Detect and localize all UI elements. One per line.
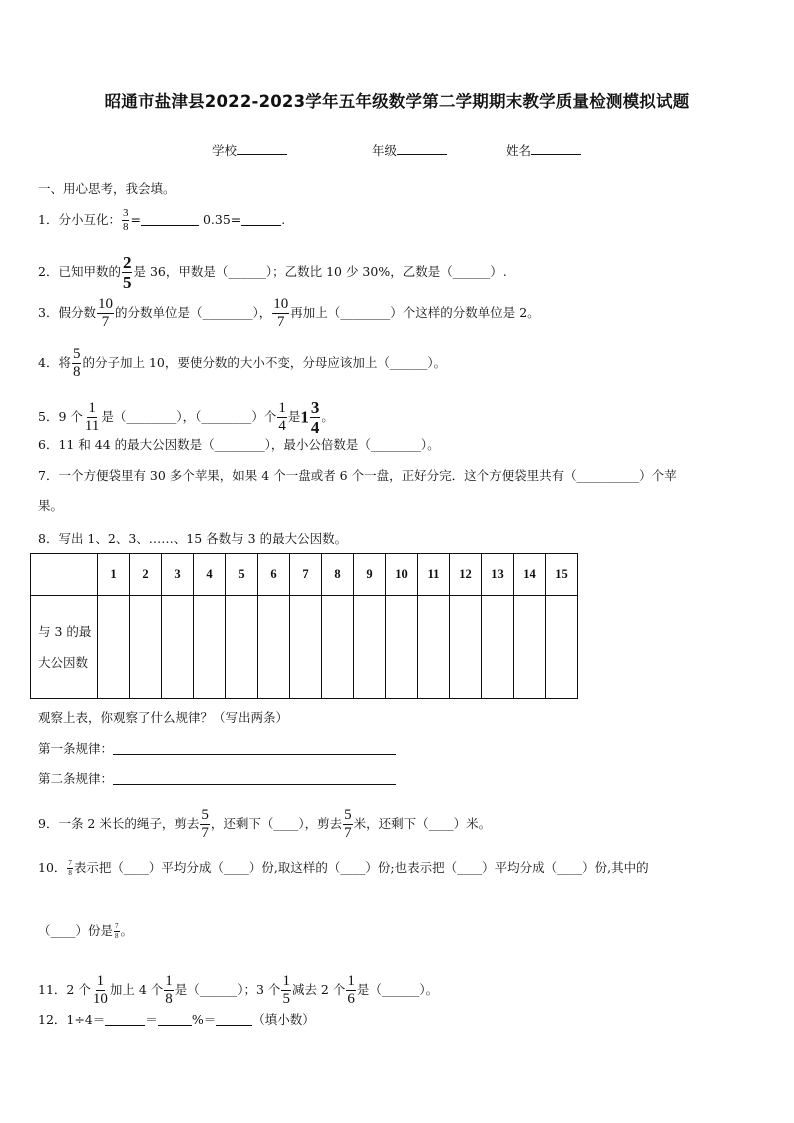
question-number: 12． bbox=[38, 1012, 67, 1027]
question-12 bbox=[38, 1012, 315, 1028]
question-text: （____）份是 bbox=[38, 923, 114, 938]
numerator: 7 bbox=[115, 922, 119, 930]
denominator: 8 bbox=[122, 221, 129, 233]
name-label: 姓名 bbox=[506, 143, 532, 158]
numerator: 1 bbox=[282, 973, 290, 989]
fraction bbox=[272, 297, 289, 330]
question-7-line-2: 果。 bbox=[38, 498, 64, 513]
denominator: 8 bbox=[115, 932, 119, 940]
question-number: 5． bbox=[38, 409, 59, 424]
question-4 bbox=[38, 347, 446, 380]
denominator: 6 bbox=[347, 991, 355, 1007]
answer-cell[interactable] bbox=[322, 596, 354, 699]
question-text: 再加上（________）个这样的分数单位是 2。 bbox=[290, 305, 540, 320]
table-header-cell: 12 bbox=[450, 554, 482, 596]
question-text: 是（________），（________）个 bbox=[101, 409, 277, 424]
table-header-cell: 9 bbox=[354, 554, 386, 596]
denominator: 8 bbox=[72, 364, 81, 380]
numerator: 1 bbox=[96, 973, 105, 989]
fraction bbox=[122, 254, 133, 291]
question-text: 是 bbox=[287, 409, 301, 424]
question-text: 是（______）。 bbox=[356, 982, 439, 997]
question-number: 9． bbox=[38, 816, 59, 831]
answer-blank[interactable] bbox=[216, 1013, 252, 1026]
answer-cell[interactable] bbox=[130, 596, 162, 699]
answer-cell[interactable] bbox=[226, 596, 258, 699]
gcd-table bbox=[30, 553, 578, 699]
rule-2 bbox=[38, 771, 396, 787]
numerator: 1 bbox=[165, 973, 173, 989]
question-9 bbox=[38, 808, 491, 841]
answer-blank[interactable] bbox=[105, 1013, 145, 1026]
table-header-cell: 2 bbox=[130, 554, 162, 596]
grade-field bbox=[372, 141, 447, 159]
numerator: 1 bbox=[88, 400, 96, 416]
fraction bbox=[281, 974, 291, 1007]
question-6 bbox=[38, 437, 440, 453]
table-corner-cell bbox=[31, 554, 98, 596]
question-number: 4． bbox=[38, 355, 59, 370]
fraction bbox=[164, 974, 174, 1007]
question-text: 9 个 bbox=[58, 409, 83, 424]
fraction bbox=[122, 208, 130, 233]
fraction bbox=[310, 399, 321, 436]
numerator: 10 bbox=[273, 296, 289, 312]
question-text: 1÷4＝ bbox=[66, 1012, 106, 1027]
question-text: 米，还剩下（____）米。 bbox=[353, 816, 492, 831]
question-text: （填小数） bbox=[252, 1012, 315, 1027]
denominator: 5 bbox=[282, 991, 290, 1007]
question-2 bbox=[38, 254, 507, 291]
answer-cell[interactable] bbox=[546, 596, 578, 699]
rule-1-label: 第一条规律： bbox=[38, 741, 114, 756]
question-8: 8．写出 1、2、3、……、15 各数与 3 的最大公因数。 bbox=[38, 531, 348, 546]
question-text: 0.35= bbox=[202, 212, 242, 227]
answer-cell[interactable] bbox=[482, 596, 514, 699]
table-header-cell: 11 bbox=[418, 554, 450, 596]
question-7-line-1: 7．一个方便袋里有 30 多个苹果，如果 4 个一盘或者 6 个一盘，正好分完．这个方便袋里共有（__________）个苹 bbox=[38, 468, 677, 483]
denominator: 8 bbox=[68, 869, 72, 877]
table-header-cell: 10 bbox=[386, 554, 418, 596]
answer-cell[interactable] bbox=[354, 596, 386, 699]
fraction bbox=[84, 401, 100, 434]
question-1 bbox=[38, 208, 285, 233]
numerator: 5 bbox=[344, 807, 352, 823]
answer-cell[interactable] bbox=[162, 596, 194, 699]
answer-cell[interactable] bbox=[386, 596, 418, 699]
table-header-cell: 14 bbox=[514, 554, 546, 596]
rule-1 bbox=[38, 741, 396, 757]
answer-cell[interactable] bbox=[290, 596, 322, 699]
table-header-cell: 5 bbox=[226, 554, 258, 596]
question-number: 6． bbox=[38, 437, 59, 452]
answer-blank[interactable] bbox=[141, 213, 199, 226]
question-text: 将 bbox=[58, 355, 71, 370]
question-text: 的分数单位是（________）， bbox=[114, 305, 272, 320]
section-title: 一、用心思考，我会填。 bbox=[38, 181, 176, 196]
question-text: 一条 2 米长的绳子，剪去 bbox=[58, 816, 200, 831]
denominator: 7 bbox=[276, 314, 285, 330]
question-text: 。 bbox=[321, 409, 334, 424]
denominator: 10 bbox=[92, 991, 108, 1007]
table-header-cell: 1 bbox=[98, 554, 130, 596]
name-blank[interactable] bbox=[531, 143, 581, 155]
mixed-number-whole: 1 bbox=[300, 407, 309, 427]
denominator: 8 bbox=[165, 991, 173, 1007]
fraction bbox=[97, 297, 114, 330]
numerator: 1 bbox=[278, 400, 286, 416]
question-number: 10． bbox=[38, 860, 67, 875]
school-label: 学校 bbox=[212, 143, 238, 158]
table-header-row bbox=[31, 554, 578, 596]
question-text: 已知甲数的 bbox=[58, 264, 121, 279]
table-row-label: 与 3 的最大公因数 bbox=[31, 596, 98, 699]
numerator: 3 bbox=[122, 207, 129, 219]
question-number: 2． bbox=[38, 264, 59, 279]
question-5 bbox=[38, 399, 334, 436]
answer-blank[interactable] bbox=[158, 1013, 192, 1026]
school-field bbox=[212, 141, 287, 159]
fraction bbox=[67, 860, 73, 877]
question-text: 假分数 bbox=[58, 305, 96, 320]
question-text: 分小互化： bbox=[58, 212, 121, 227]
denominator: 11 bbox=[84, 418, 100, 434]
table-header-cell: 3 bbox=[162, 554, 194, 596]
grade-blank[interactable] bbox=[397, 143, 447, 155]
table-header-cell: 6 bbox=[258, 554, 290, 596]
question-number: 1． bbox=[38, 212, 59, 227]
denominator: 4 bbox=[310, 418, 320, 437]
question-text: 的分子加上 10，要使分数的大小不变，分母应该加上（______）。 bbox=[82, 355, 447, 370]
school-blank[interactable] bbox=[237, 143, 287, 155]
question-text: %＝ bbox=[191, 1012, 217, 1027]
fraction bbox=[72, 347, 82, 380]
denominator: 4 bbox=[278, 418, 286, 434]
question-text: 是（______）；3 个 bbox=[174, 982, 281, 997]
question-text: . bbox=[281, 212, 286, 227]
table-header-cell: 8 bbox=[322, 554, 354, 596]
answer-cell[interactable] bbox=[194, 596, 226, 699]
denominator: 7 bbox=[201, 825, 209, 841]
fraction bbox=[114, 923, 120, 940]
question-text: 减去 2 个 bbox=[291, 982, 346, 997]
answer-cell[interactable] bbox=[98, 596, 130, 699]
name-field bbox=[506, 141, 581, 159]
rule-2-label: 第二条规律： bbox=[38, 771, 114, 786]
grade-label: 年级 bbox=[372, 143, 398, 158]
numerator: 10 bbox=[97, 296, 113, 312]
rule-2-blank[interactable] bbox=[113, 772, 396, 785]
question-text: 2 个 bbox=[66, 982, 91, 997]
fraction bbox=[343, 808, 353, 841]
question-text: 。 bbox=[120, 923, 134, 938]
answer-blank[interactable] bbox=[241, 213, 281, 226]
rule-1-blank[interactable] bbox=[113, 742, 396, 755]
fraction bbox=[92, 974, 109, 1007]
question-text: 是 36，甲数是（______）；乙数比 10 少 30%，乙数是（______）. bbox=[133, 264, 507, 279]
table-header-cell: 4 bbox=[194, 554, 226, 596]
denominator: 7 bbox=[101, 314, 110, 330]
question-number: 3． bbox=[38, 305, 59, 320]
question-11 bbox=[38, 974, 438, 1007]
fraction bbox=[346, 974, 356, 1007]
question-text: 11 和 44 的最大公因数是（________），最小公倍数是（________）。 bbox=[58, 437, 440, 452]
table-answer-row bbox=[31, 596, 578, 699]
table-header-cell: 7 bbox=[290, 554, 322, 596]
denominator: 7 bbox=[344, 825, 352, 841]
question-text: ，还剩下（____），剪去 bbox=[210, 816, 343, 831]
answer-cell[interactable] bbox=[514, 596, 546, 699]
table-header-cell: 13 bbox=[482, 554, 514, 596]
numerator: 2 bbox=[122, 253, 132, 272]
answer-cell[interactable] bbox=[450, 596, 482, 699]
numerator: 5 bbox=[201, 807, 209, 823]
numerator: 1 bbox=[347, 973, 355, 989]
numerator: 3 bbox=[310, 398, 320, 417]
question-10 bbox=[38, 860, 649, 877]
observe-prompt: 观察上表，你观察了什么规律？（写出两条） bbox=[38, 710, 289, 725]
numerator: 7 bbox=[68, 859, 72, 867]
page-title: 昭通市盐津县2022-2023学年五年级数学第二学期期末教学质量检测模拟试题 bbox=[104, 92, 690, 111]
answer-cell[interactable] bbox=[258, 596, 290, 699]
answer-cell[interactable] bbox=[418, 596, 450, 699]
fraction bbox=[200, 808, 210, 841]
question-10-cont bbox=[38, 923, 133, 940]
question-text: 加上 4 个 bbox=[109, 982, 164, 997]
question-text: = bbox=[130, 212, 141, 227]
table-header-cell: 15 bbox=[546, 554, 578, 596]
question-text: 表示把（____）平均分成（____）份,取这样的（____）份;也表示把（____）平均分成（____）份,其中的 bbox=[73, 860, 649, 875]
question-number: 11． bbox=[38, 982, 67, 997]
numerator: 5 bbox=[72, 346, 81, 362]
denominator: 5 bbox=[122, 273, 132, 292]
fraction bbox=[277, 401, 287, 434]
question-text: ＝ bbox=[145, 1012, 158, 1027]
question-3 bbox=[38, 297, 540, 330]
